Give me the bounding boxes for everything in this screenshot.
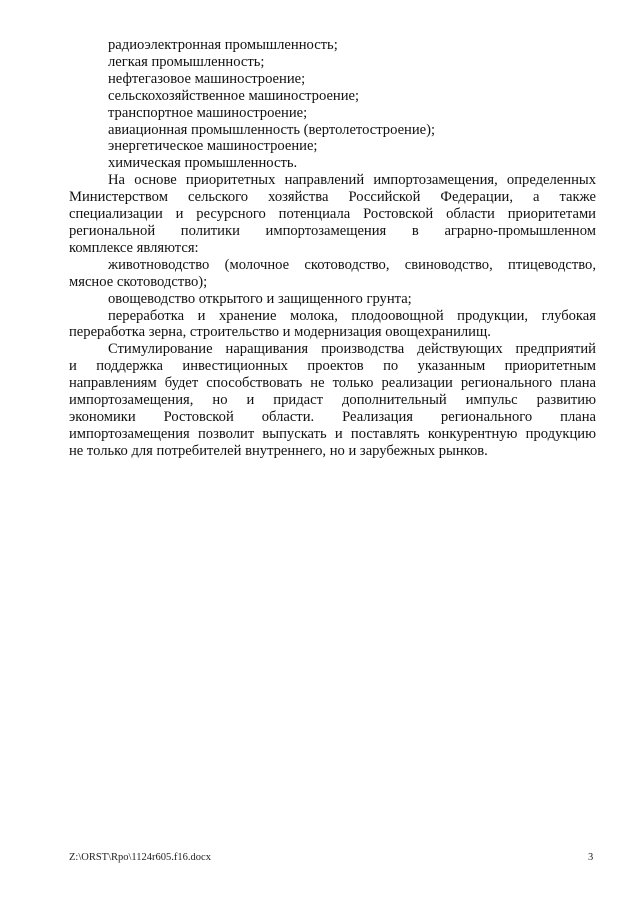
paragraph-line: региональной политики импортозамещения в аграрно-промышленном [69, 222, 596, 239]
list-item: авиационная промышленность (вертолетостроение); [108, 121, 436, 138]
document-body [69, 37, 596, 460]
list-item: энергетическое машиностроение; [108, 138, 318, 155]
paragraph-line: Министерством сельского хозяйства Российской Федерации, а также [69, 189, 596, 206]
paragraph-line: не только для потребителей внутреннего, но и зарубежных рынков. [69, 442, 488, 459]
paragraph-line: и поддержка инвестиционных проектов по указанным приоритетным [69, 358, 596, 375]
paragraph-line: экономики Ростовской области. Реализация регионального плана [69, 408, 596, 425]
page-number: 3 [588, 852, 594, 863]
list-item: животноводство (молочное скотоводство, свиноводство, птицеводство, [108, 256, 596, 273]
list-item: овощеводство открытого и защищенного грунта; [108, 290, 412, 307]
paragraph-line: Стимулирование наращивания производства действующих предприятий [108, 341, 596, 358]
paragraph-line: комплексе являются: [69, 239, 199, 256]
list-item: радиоэлектронная промышленность; [108, 37, 338, 53]
footer-file-path: Z:\ORST\Rpo\1124r605.f16.docx [69, 852, 211, 863]
paragraph-line: импортозамещения, но и придаст дополнительный импульс развитию [69, 392, 596, 409]
list-item: переработка и хранение молока, плодоовощной продукции, глубокая [108, 307, 596, 324]
paragraph-line: направлениям будет способствовать не только реализации регионального плана [69, 375, 596, 392]
list-item-continuation: переработка зерна, строительство и модернизация овощехранилищ. [69, 324, 491, 341]
paragraph-line: специализации и ресурсного потенциала Ростовской области приоритетами [69, 206, 596, 223]
list-item: сельскохозяйственное машиностроение; [108, 87, 360, 104]
list-item: легкая промышленность; [108, 53, 265, 70]
list-item: нефтегазовое машиностроение; [108, 70, 306, 87]
list-item: химическая промышленность. [108, 155, 298, 172]
list-item: транспортное машиностроение; [108, 104, 308, 121]
list-item-continuation: мясное скотоводство); [69, 273, 208, 290]
paragraph-line: На основе приоритетных направлений импортозамещения, определенных [108, 172, 596, 189]
paragraph-line: импортозамещения позволит выпускать и поставлять конкурентную продукцию [69, 425, 596, 442]
